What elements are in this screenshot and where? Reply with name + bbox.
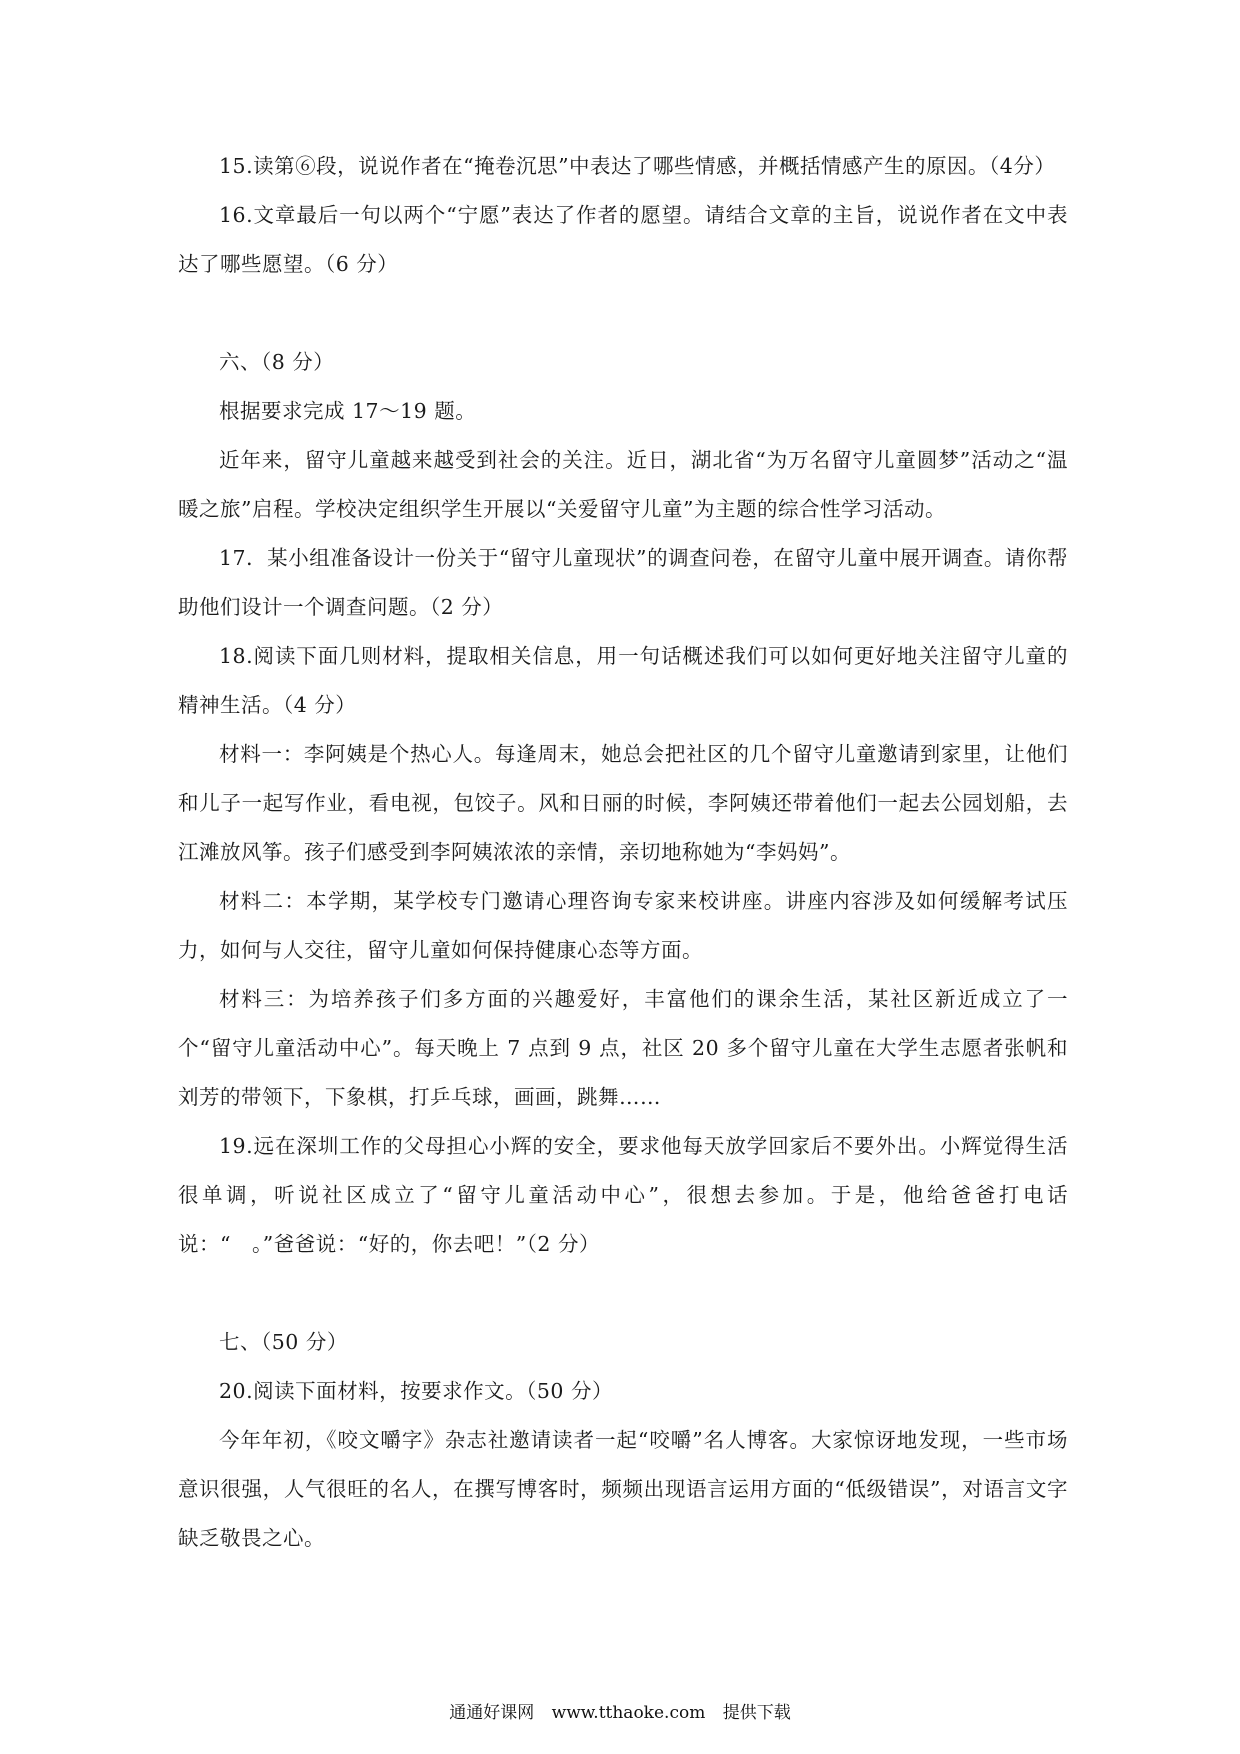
essay-material: 今年年初，《咬文嚼字》杂志社邀请读者一起“咬嚼”名人博客。大家惊讶地发现，一些市场意识很强，人气很旺的名人，在撰写博客时，频频出现语言运用方面的“低级错误”，对语言文字缺乏敬畏之心。 [178, 1428, 1068, 1550]
question-15: 15.读第⑥段，说说作者在“掩卷沉思”中表达了哪些情感，并概括情感产生的原因。（4分） [219, 154, 1056, 178]
section-gap [178, 1269, 1068, 1318]
section-7-heading: 七、（50 分） [219, 1330, 348, 1354]
material-1: 材料一：李阿姨是个热心人。每逢周末，她总会把社区的几个留守儿童邀请到家里，让他们和儿子一起写作业，看电视，包饺子。风和日丽的时候，李阿姨还带着他们一起去公园划船，去江滩放风筝。孩子们感受到李阿姨浓浓的亲情，亲切地称她为“李妈妈”。 [178, 742, 1068, 864]
footer-site-name: 通通好课网 [449, 1703, 535, 1723]
document-body [178, 142, 1068, 1563]
page-footer [0, 1700, 1240, 1726]
section-6-heading: 六、（8 分） [219, 350, 335, 374]
material-3: 材料三：为培养孩子们多方面的兴趣爱好，丰富他们的课余生活，某社区新近成立了一个“留守儿童活动中心”。每天晚上 7 点到 9 点，社区 20 多个留守儿童在大学生志愿者张帆和刘芳的带领下，下象棋，打乒乓球，画画，跳舞…… [178, 987, 1068, 1109]
question-17: 17．某小组准备设计一份关于“留守儿童现状”的调查问卷，在留守儿童中展开调查。请你帮助他们设计一个调查问题。（2 分） [178, 546, 1068, 619]
section-gap [178, 289, 1068, 338]
question-20: 20.阅读下面材料，按要求作文。（50 分） [219, 1379, 613, 1403]
footer-url[interactable]: www.tthaoke.com [551, 1703, 706, 1723]
footer-suffix: 提供下载 [722, 1703, 791, 1723]
section-6-instruction: 根据要求完成 17～19 题。 [219, 399, 477, 423]
question-19: 19.远在深圳工作的父母担心小辉的安全，要求他每天放学回家后不要外出。小辉觉得生活很单调，听说社区成立了“留守儿童活动中心”，很想去参加。于是，他给爸爸打电话说：“ 。”爸爸说：“好的，你去吧！”（2 分） [178, 1134, 1068, 1256]
question-18: 18.阅读下面几则材料，提取相关信息，用一句话概述我们可以如何更好地关注留守儿童的精神生活。（4 分） [178, 644, 1068, 717]
material-2: 材料二：本学期，某学校专门邀请心理咨询专家来校讲座。讲座内容涉及如何缓解考试压力，如何与人交往，留守儿童如何保持健康心态等方面。 [178, 889, 1068, 962]
section-6-background: 近年来，留守儿童越来越受到社会的关注。近日，湖北省“为万名留守儿童圆梦”活动之“温暖之旅”启程。学校决定组织学生开展以“关爱留守儿童”为主题的综合性学习活动。 [178, 448, 1068, 521]
question-16: 16.文章最后一句以两个“宁愿”表达了作者的愿望。请结合文章的主旨，说说作者在文中表达了哪些愿望。（6 分） [178, 203, 1068, 276]
